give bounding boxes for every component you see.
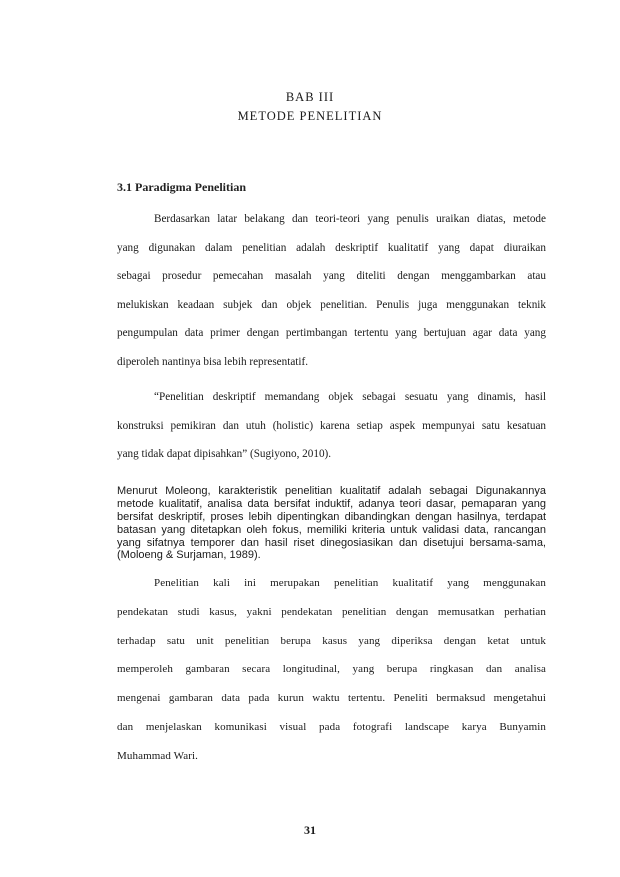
paragraph-line: yang digunakan dalam penelitian adalah deskriptif kualitatif yang dapat diuraikan bbox=[117, 241, 546, 254]
paragraph-line: (Moloeng & Surjaman, 1989). bbox=[117, 549, 261, 562]
paragraph-line: yang sifatnya temporer dan hasil riset dinegosiasikan dan disetujui bersama-sama, bbox=[117, 536, 546, 549]
chapter-title: METODE PENELITIAN bbox=[237, 109, 383, 123]
paragraph-line: Penelitian kali ini merupakan penelitian kualitatif yang menggunakan bbox=[154, 577, 546, 589]
paragraph-line: Menurut Moleong, karakteristik penelitian kualitatif adalah sebagai Digunakannya bbox=[117, 485, 546, 497]
paragraph-line: bersifat deskriptif, proses lebih dipentingkan dibandingkan dengan hasilnya, terdapat bbox=[117, 510, 546, 523]
paragraph-line: melukiskan keadaan subjek dan objek penelitian. Penulis juga menggunakan teknik bbox=[117, 298, 546, 311]
paragraph-line: yang tidak dapat dipisahkan” (Sugiyono, 2010). bbox=[117, 448, 332, 461]
paragraph-line: diperoleh nantinya bisa lebih representatif. bbox=[117, 355, 309, 368]
paragraph-line: terhadap satu unit penelitian berupa kasus yang diperiksa dengan ketat untuk bbox=[117, 634, 546, 647]
paragraph-line: mengenai gambaran data pada kurun waktu tertentu. Peneliti bermaksud mengetahui bbox=[117, 692, 546, 705]
paragraph-line: metode kualitatif, analisa data bersifat induktif, adanya teori dasar, pemaparan yang bbox=[117, 497, 546, 510]
paragraph-line: konstruksi pemikiran dan utuh (holistic) karena setiap aspek mempunyai satu kesatuan bbox=[117, 419, 546, 432]
paragraph-line: Berdasarkan latar belakang dan teori-teori yang penulis uraikan diatas, metode bbox=[154, 213, 546, 225]
paragraph-line: “Penelitian deskriptif memandang objek sebagai sesuatu yang dinamis, hasil bbox=[154, 391, 546, 403]
section-heading: 3.1 Paradigma Penelitian bbox=[117, 180, 246, 194]
page-number: 31 bbox=[304, 823, 316, 837]
paragraph-line: pendekatan studi kasus, yakni pendekatan penelitian dengan memusatkan perhatian bbox=[117, 605, 546, 618]
paragraph-research-method bbox=[117, 212, 546, 384]
paragraph-quote-sugiyono bbox=[117, 390, 546, 476]
chapter-number: BAB III bbox=[285, 90, 335, 104]
paragraph-line: pengumpulan data primer dengan pertimbangan tertentu yang bertujuan agar data yang bbox=[117, 327, 546, 340]
paragraph-line: batasan yang ditetapkan oleh fokus, memiliki kriteria untuk validasi data, rancangan bbox=[117, 523, 546, 536]
paragraph-line: Muhammad Wari. bbox=[117, 749, 198, 762]
paragraph-line: memperoleh gambaran secara longitudinal, yang berupa ringkasan dan analisa bbox=[117, 663, 546, 676]
paragraph-line: sebagai prosedur pemecahan masalah yang diteliti dengan menggambarkan atau bbox=[117, 270, 546, 283]
paragraph-moleong bbox=[117, 485, 546, 562]
paragraph-case-study bbox=[117, 576, 546, 778]
paragraph-line: dan menjelaskan komunikasi visual pada fotografi landscape karya Bunyamin bbox=[117, 720, 546, 733]
